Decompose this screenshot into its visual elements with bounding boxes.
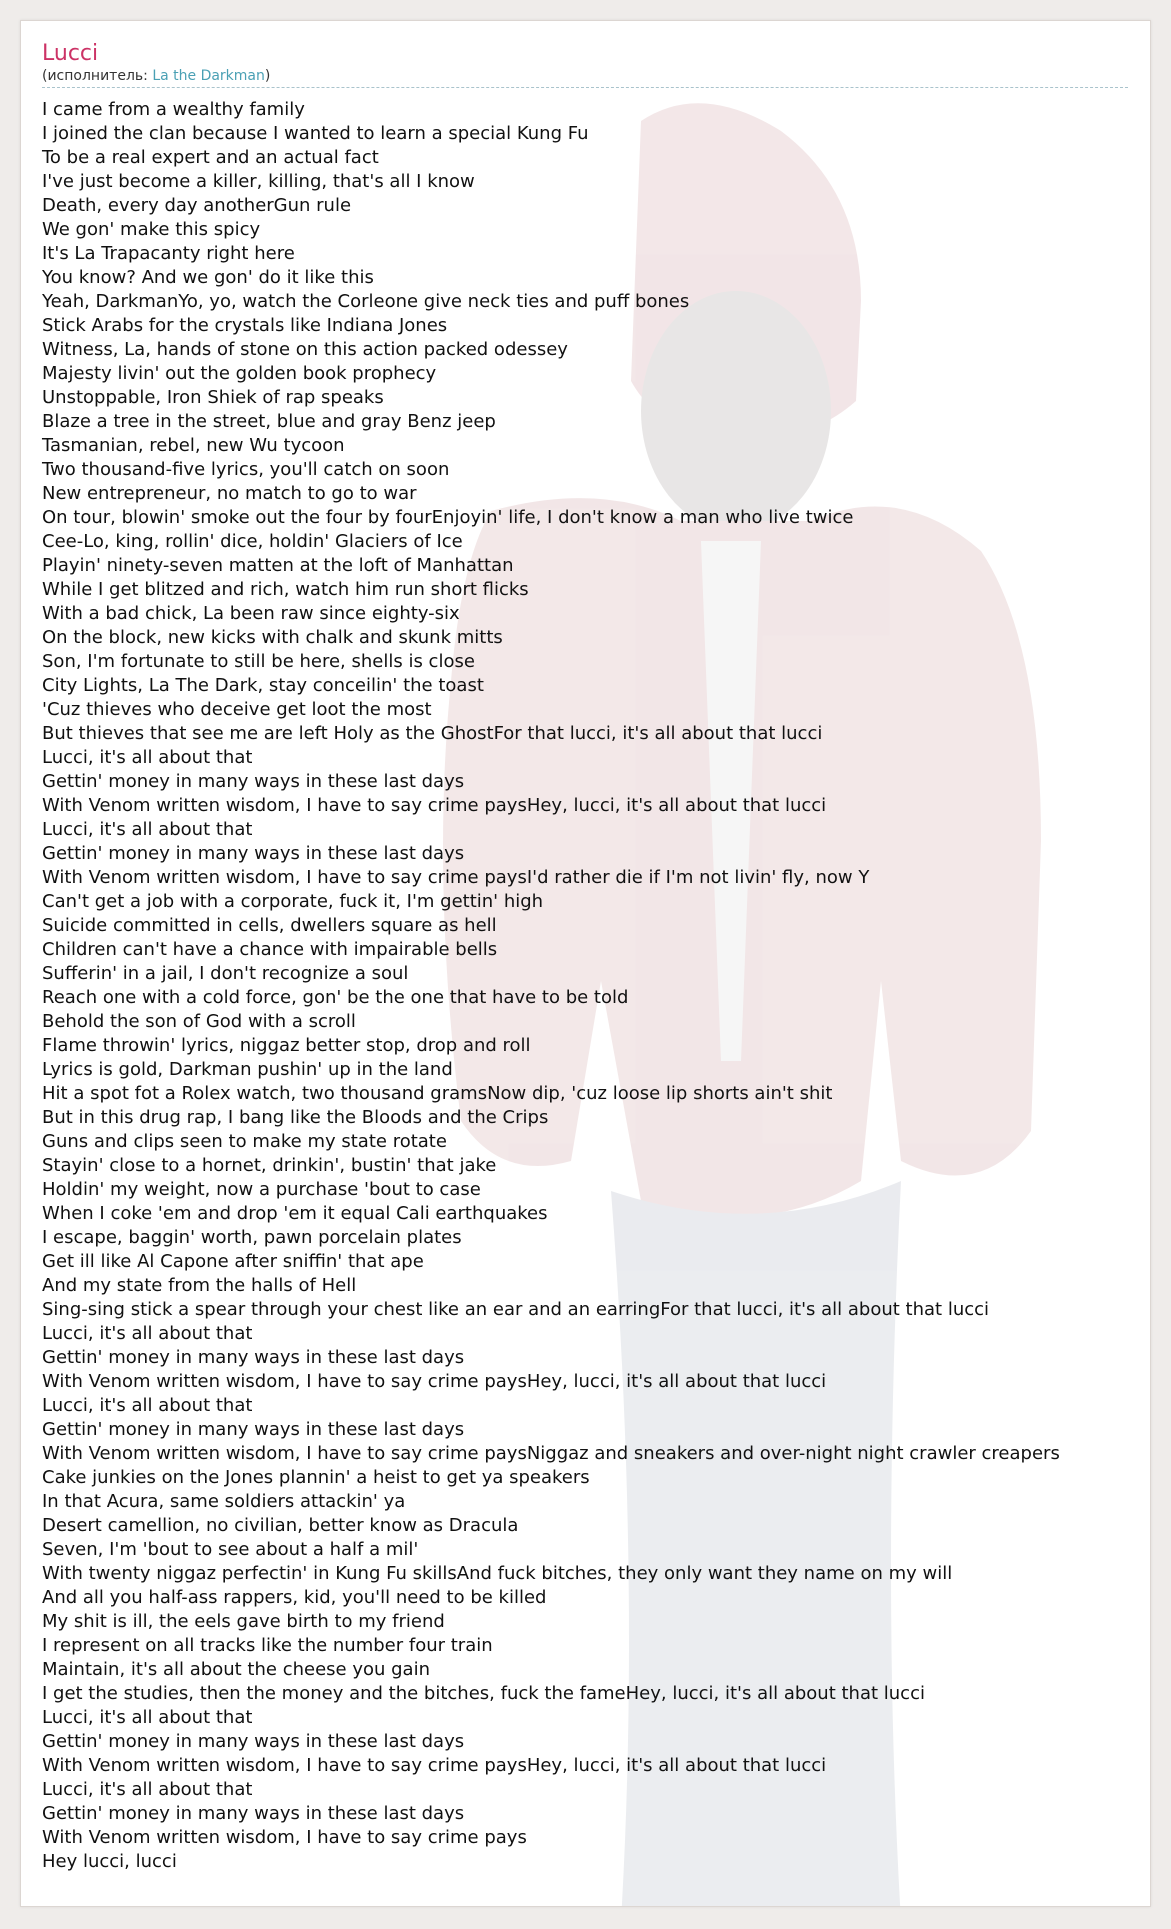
lyric-line: When I coke 'em and drop 'em it equal Cali earthquakes xyxy=(42,1203,548,1224)
lyric-line: Guns and clips seen to make my state rotate xyxy=(42,1131,447,1152)
lyric-line: Suicide committed in cells, dwellers square as hell xyxy=(42,915,497,936)
performer-suffix: ) xyxy=(264,68,271,84)
lyric-line: Gettin' money in many ways in these last days xyxy=(42,1803,465,1824)
lyric-line: Blaze a tree in the street, blue and gray Benz jeep xyxy=(42,411,496,432)
lyric-line: And all you half-ass rappers, kid, you'll need to be killed xyxy=(42,1587,547,1608)
lyric-line: Sufferin' in a jail, I don't recognize a soul xyxy=(42,963,409,984)
lyric-line: And my state from the halls of Hell xyxy=(42,1275,357,1296)
performer-line xyxy=(42,67,1150,85)
lyric-line: Tasmanian, rebel, new Wu tycoon xyxy=(42,435,345,456)
lyric-line: New entrepreneur, no match to go to war xyxy=(42,483,417,504)
lyric-line: Maintain, it's all about the cheese you gain xyxy=(42,1659,430,1680)
lyric-line: In that Acura, same soldiers attackin' ya xyxy=(42,1491,406,1512)
lyric-line: Hit a spot fot a Rolex watch, two thousand gramsNow dip, 'cuz loose lip shorts ain't shit xyxy=(42,1083,833,1104)
lyric-line: I came from a wealthy family xyxy=(42,99,305,120)
lyric-line: Gettin' money in many ways in these last days xyxy=(42,1347,465,1368)
lyric-line: While I get blitzed and rich, watch him run short flicks xyxy=(42,579,529,600)
lyric-line: Gettin' money in many ways in these last days xyxy=(42,843,465,864)
lyric-line: Lucci, it's all about that xyxy=(42,819,253,840)
lyric-line: I've just become a killer, killing, that's all I know xyxy=(42,171,475,192)
lyric-line: Lucci, it's all about that xyxy=(42,1395,253,1416)
lyric-line: Desert camellion, no civilian, better know as Dracula xyxy=(42,1515,519,1536)
lyric-line: City Lights, La The Dark, stay conceilin' the toast xyxy=(42,675,484,696)
lyric-line: Son, I'm fortunate to still be here, shells is close xyxy=(42,651,475,672)
lyric-line: Playin' ninety-seven matten at the loft of Manhattan xyxy=(42,555,514,576)
lyric-line: Get ill like Al Capone after sniffin' that ape xyxy=(42,1251,424,1272)
song-title: Lucci xyxy=(42,41,99,66)
lyric-line: Stick Arabs for the crystals like Indiana Jones xyxy=(42,315,448,336)
lyric-line: With Venom written wisdom, I have to say crime pays xyxy=(42,1827,527,1848)
lyric-line: Death, every day anotherGun rule xyxy=(42,195,352,216)
lyric-line: You know? And we gon' do it like this xyxy=(42,267,374,288)
lyric-line: Sing-sing stick a spear through your chest like an ear and an earringFor that lucci, it's all about that lucci xyxy=(42,1299,990,1320)
lyrics-body xyxy=(42,98,1150,1874)
lyric-line: Yeah, DarkmanYo, yo, watch the Corleone give neck ties and puff bones xyxy=(42,291,690,312)
lyric-line: Seven, I'm 'bout to see about a half a mil' xyxy=(42,1539,419,1560)
lyric-line: Gettin' money in many ways in these last days xyxy=(42,771,465,792)
lyric-line: Lucci, it's all about that xyxy=(42,1707,253,1728)
lyric-line: But thieves that see me are left Holy as the GhostFor that lucci, it's all about that lucci xyxy=(42,723,823,744)
lyric-line: Cee-Lo, king, rollin' dice, holdin' Glaciers of Ice xyxy=(42,531,463,552)
lyric-line: With Venom written wisdom, I have to say crime paysHey, lucci, it's all about that lucci xyxy=(42,795,827,816)
lyric-line: Reach one with a cold force, gon' be the one that have to be told xyxy=(42,987,629,1008)
lyric-line: Lyrics is gold, Darkman pushin' up in the land xyxy=(42,1059,453,1080)
lyric-line: It's La Trapacanty right here xyxy=(42,243,295,264)
lyric-line: 'Cuz thieves who deceive get loot the most xyxy=(42,699,432,720)
lyric-line: Holdin' my weight, now a purchase 'bout to case xyxy=(42,1179,481,1200)
lyric-line: Lucci, it's all about that xyxy=(42,747,253,768)
lyric-line: I joined the clan because I wanted to learn a special Kung Fu xyxy=(42,123,589,144)
lyrics-card xyxy=(20,20,1151,1907)
lyric-line: To be a real expert and an actual fact xyxy=(42,147,379,168)
lyric-line: Flame throwin' lyrics, niggaz better stop, drop and roll xyxy=(42,1035,531,1056)
lyric-line: Behold the son of God with a scroll xyxy=(42,1011,356,1032)
lyric-line: I escape, baggin' worth, pawn porcelain plates xyxy=(42,1227,462,1248)
lyric-line: With twenty niggaz perfectin' in Kung Fu skillsAnd fuck bitches, they only want they name on my will xyxy=(42,1563,953,1584)
lyric-line: Children can't have a chance with impairable bells xyxy=(42,939,498,960)
lyric-line: We gon' make this spicy xyxy=(42,219,261,240)
song-content xyxy=(21,21,1150,1874)
lyric-line: On tour, blowin' smoke out the four by fourEnjoyin' life, I don't know a man who live twice xyxy=(42,507,854,528)
lyric-line: Witness, La, hands of stone on this action packed odessey xyxy=(42,339,568,360)
lyric-line: But in this drug rap, I bang like the Bloods and the Crips xyxy=(42,1107,549,1128)
lyric-line: Can't get a job with a corporate, fuck it, I'm gettin' high xyxy=(42,891,544,912)
lyric-line: Lucci, it's all about that xyxy=(42,1323,253,1344)
lyric-line: Cake junkies on the Jones plannin' a heist to get ya speakers xyxy=(42,1467,590,1488)
lyric-line: Hey lucci, lucci xyxy=(42,1851,177,1872)
lyric-line: Lucci, it's all about that xyxy=(42,1779,253,1800)
header-divider xyxy=(42,87,1128,88)
lyric-line: With Venom written wisdom, I have to say crime paysHey, lucci, it's all about that lucci xyxy=(42,1371,827,1392)
lyric-line: Unstoppable, Iron Shiek of rap speaks xyxy=(42,387,384,408)
lyric-line: My shit is ill, the eels gave birth to my friend xyxy=(42,1611,445,1632)
lyric-line: I represent on all tracks like the number four train xyxy=(42,1635,493,1656)
lyric-line: Majesty livin' out the golden book prophecy xyxy=(42,363,437,384)
lyric-line: I get the studies, then the money and the bitches, fuck the fameHey, lucci, it's all about that lucci xyxy=(42,1683,925,1704)
lyric-line: On the block, new kicks with chalk and skunk mitts xyxy=(42,627,503,648)
lyric-line: Gettin' money in many ways in these last days xyxy=(42,1731,465,1752)
lyric-line: With Venom written wisdom, I have to say crime paysNiggaz and sneakers and over-night night crawler creapers xyxy=(42,1443,1060,1464)
lyric-line: Gettin' money in many ways in these last days xyxy=(42,1419,465,1440)
lyric-line: Stayin' close to a hornet, drinkin', bustin' that jake xyxy=(42,1155,497,1176)
lyric-line: With a bad chick, La been raw since eighty-six xyxy=(42,603,460,624)
lyric-line: With Venom written wisdom, I have to say crime paysHey, lucci, it's all about that lucci xyxy=(42,1755,827,1776)
performer-prefix: (исполнитель: xyxy=(42,68,153,84)
lyric-line: Two thousand-five lyrics, you'll catch on soon xyxy=(42,459,450,480)
artist-link[interactable]: La the Darkman xyxy=(152,68,265,84)
lyric-line: With Venom written wisdom, I have to say crime paysI'd rather die if I'm not livin' fly, now Y xyxy=(42,867,870,888)
